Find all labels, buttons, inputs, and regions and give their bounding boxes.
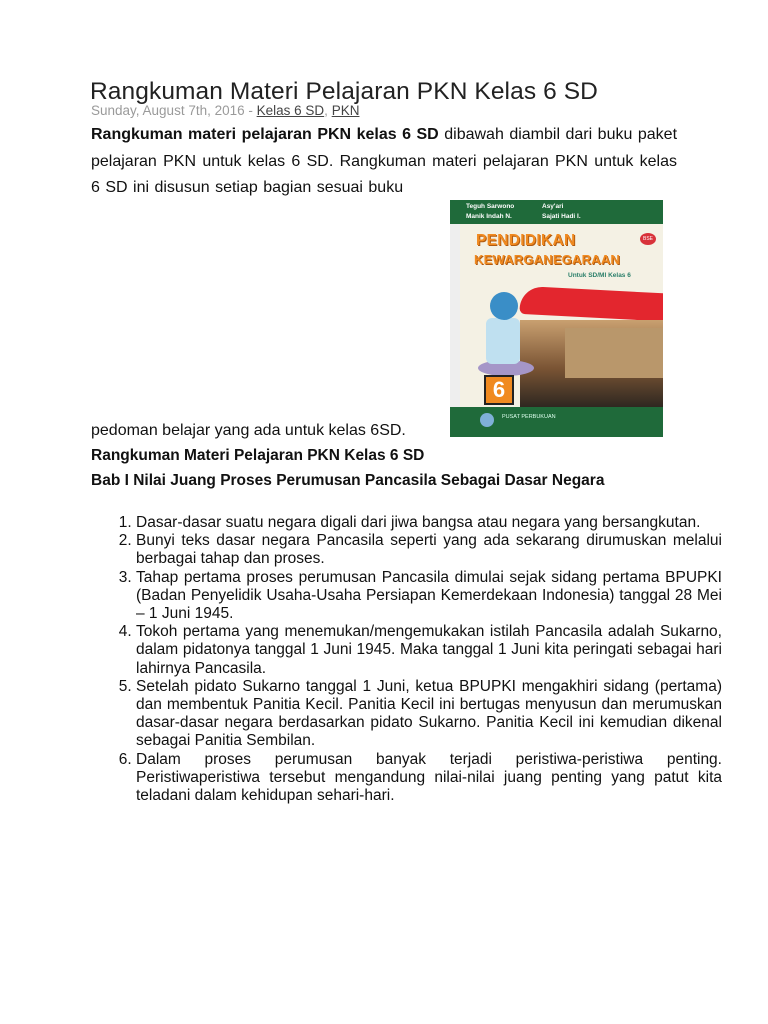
cover-title-2: KEWARGANEGARAAN (474, 252, 620, 267)
category-link-kelas-6-sd[interactable]: Kelas 6 SD (256, 103, 325, 118)
summary-list (91, 514, 722, 805)
cover-title-1: PENDIDIKAN (476, 232, 576, 249)
cover-subtitle: Untuk SD/MI Kelas 6 (568, 272, 631, 279)
cover-publisher: PUSAT PERBUKUAN (502, 414, 556, 420)
cover-red-swoosh (519, 286, 663, 322)
cover-badge: BSE (640, 233, 656, 245)
intro-paragraph (91, 122, 677, 202)
section-title: Rangkuman Materi Pelajaran PKN Kelas 6 SD (91, 447, 425, 464)
cover-author: Teguh Sarwono (466, 203, 515, 210)
list-item: 2. Bunyi teks dasar negara Pancasila seperti yang ada sekarang dirumuskan melalui berbagai tahap dan proses. (136, 532, 722, 568)
cover-authors (450, 200, 663, 224)
cover-character-head (490, 292, 518, 320)
post-meta: Sunday, August 7th, 2016 - Kelas 6 SD, PKN (91, 103, 360, 118)
list-item: 4. Tokoh pertama yang menemukan/mengemukakan istilah Pancasila adalah Sukarno, dalam pidatonya tanggal 1 Juni 1945. Maka tanggal 1 Juni kita peringati sebagai hari lahirnya Pancasila. (136, 623, 722, 678)
cover-building-facade (565, 328, 663, 378)
cover-author: Asy'ari (542, 203, 564, 210)
intro-bold: Rangkuman materi pelajaran PKN kelas 6 SD (91, 126, 439, 143)
cover-grade: 6 (484, 375, 514, 405)
cover-author: Sajati Hadi I. (542, 213, 581, 220)
cover-author: Manik Indah N. (466, 213, 512, 220)
list-item: 6. Dalam proses perumusan banyak terjadi peristiwa-peristiwa penting. Peristiwaperistiwa tersebut mengandung nilai-nilai juang penting yang patut kita teladani dalam kehidupan sehari-hari. (136, 751, 722, 806)
publisher-logo-icon (480, 413, 494, 427)
list-item: 3. Tahap pertama proses perumusan Pancasila dimulai sejak sidang pertama BPUPKI (Badan Penyelidik Usaha-Usaha Persiapan Kemerdekaan Indonesia) tanggal 28 Mei – 1 Juni 1945. (136, 569, 722, 624)
list-item: 5. Setelah pidato Sukarno tanggal 1 Juni, ketua BPUPKI mengakhiri sidang (pertama) dan membentuk Panitia Kecil. Panitia Kecil ini bertugas menyusun dan merumuskan dasar-dasar negara berdasarkan pidato Sukarno. Panitia Kecil ini kemudian dikenal sebagai Panitia Sembilan. (136, 678, 722, 751)
intro-text: dibawah diambil dari buku paket pelajaran PKN untuk kelas 6 SD. Rangkuman materi pelajaran PKN untuk kelas 6 SD ini disusun setiap bagian sesuai buku (91, 126, 678, 196)
chapter-title: Bab I Nilai Juang Proses Perumusan Pancasila Sebagai Dasar Negara (91, 472, 605, 489)
article-title: Rangkuman Materi Pelajaran PKN Kelas 6 SD (90, 78, 598, 105)
cover-character-body (486, 318, 520, 364)
list-item: 1. Dasar-dasar suatu negara digali dari jiwa bangsa atau negara yang bersangkutan. (136, 514, 722, 532)
post-date: Sunday, August 7th, 2016 - (91, 103, 257, 118)
category-link-pkn[interactable]: PKN (331, 103, 360, 118)
intro-end: pedoman belajar yang ada untuk kelas 6SD. (91, 422, 406, 439)
cover-spine (450, 224, 460, 414)
book-cover-image (450, 200, 663, 437)
